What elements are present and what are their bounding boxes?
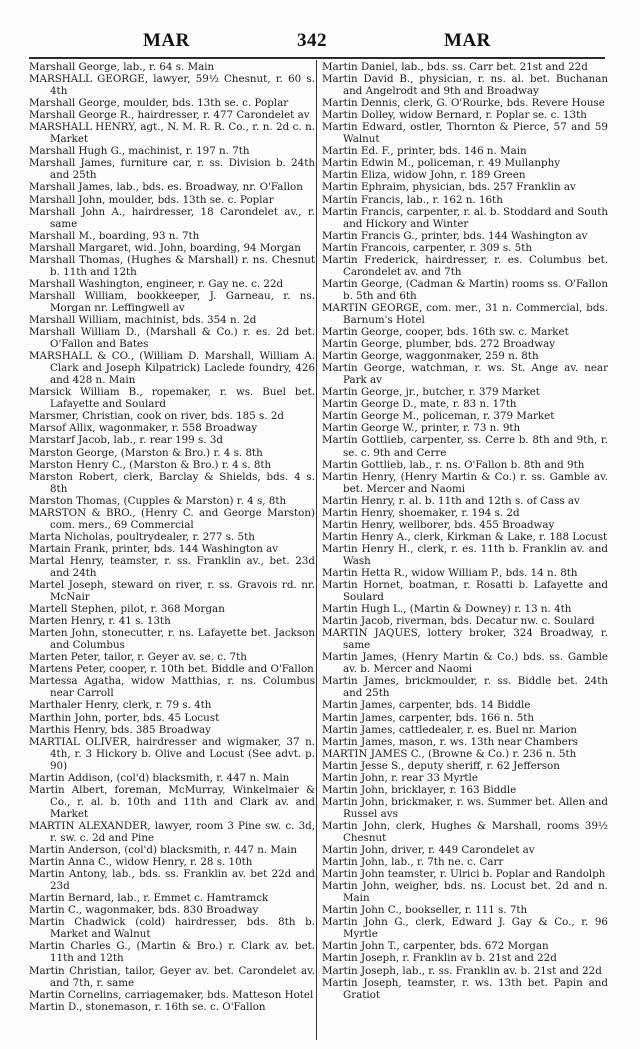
directory-entry: Martin James, (Henry Martin & Co.) bds. ss. Gamble av. b. Mercer and Naomi (322, 651, 608, 676)
directory-entry: Marshall George, moulder, bds. 13th se. c. Poplar (29, 97, 289, 110)
directory-entry: Martin John, bricklayer, r. 163 Biddle (322, 783, 517, 796)
directory-entry: Marston Robert, clerk, Barclay & Shields, bds. 4 s. 8th (29, 470, 315, 495)
directory-entry: Martin George D., mate, r. 83 n. 17th (322, 398, 517, 411)
directory-entry: Marshall Washington, engineer, r. Gay ne. c. 22d (29, 277, 284, 290)
directory-entry: Martin John, weigher, bds. ns. Locust bet. 2d and n. Main (322, 880, 608, 905)
directory-entry: Martin Joseph, teamster, r. ws. 13th bet. Papin and Gratiot (322, 976, 608, 1001)
directory-entry: Martin Eliza, widow John, r. 189 Green (322, 169, 526, 182)
directory-entry: MARTIN JAQUES, lottery broker, 324 Broadway, r. same (322, 627, 608, 652)
directory-entry: Martin Francis, lab., r. 162 n. 16th (322, 193, 503, 206)
directory-entry: Martin John, clerk, Hughes & Marshall, rooms 39½ Chesnut (322, 819, 608, 844)
directory-entry: Martin Daniel, lab., bds. ss. Carr bet. 21st and 22d (322, 61, 588, 73)
directory-entry: Martin Bernard, lab., r. Emmet c. Hamtramck (29, 892, 269, 905)
directory-entry: Martin Christian, tailor, Geyer av. bet. Carondelet av. and 7th, r. same (29, 964, 315, 989)
directory-entry: Martin George, waggonmaker, 259 n. 8th (322, 350, 539, 363)
directory-entry: Marta Nicholas, poultrydealer, r. 277 s. 5th (29, 530, 255, 543)
directory-entry: Marshall James, furniture car, r. ss. Division b. 24th and 25th (29, 157, 315, 182)
left-column (29, 61, 315, 1013)
directory-entry: Marshall John A., hairdresser, 18 Carondelet av., r. same (29, 205, 315, 230)
directory-entry: Martin Addison, (col'd) blacksmith, r. 447 n. Main (29, 771, 290, 784)
directory-entry: Marshall George, lab., r. 64 s. Main (29, 61, 215, 73)
directory-entry: Martin John T., carpenter, bds. 672 Morgan (322, 940, 549, 953)
directory-entry: Martin John G., clerk, Edward J. Gay & Co., r. 96 Myrtle (322, 916, 608, 941)
directory-entry: Martin Ephraim, physician, bds. 257 Franklin av (322, 181, 576, 194)
directory-entry: Martin Henry, (Henry Martin & Co.) r. ss. Gamble av. bet. Mercer and Naomi (322, 470, 608, 495)
header-rule (29, 57, 605, 59)
directory-entry: Martin John, r. rear 33 Myrtle (322, 771, 478, 784)
directory-entry: Martin Henry, shoemaker, r. 194 s. 2d (322, 506, 520, 519)
directory-entry: Martin Gottlieb, carpenter, ss. Cerre b. 8th and 9th, r. se. c. 9th and Cerre (322, 434, 608, 459)
directory-entry: Marston Thomas, (Cupples & Marston) r. 4 s, 8th (29, 494, 287, 507)
page-header (0, 30, 640, 54)
directory-entry: Martin Chadwick (cold) hairdresser, bds. 8th b. Market and Walnut (29, 916, 315, 941)
directory-entry: Martin Jacob, riverman, bds. Decatur nw. c. Soulard (322, 615, 595, 628)
directory-entry: Martessa Agatha, widow Matthias, r. ns. Columbus near Carroll (29, 675, 315, 700)
directory-entry: Martin Dennis, clerk, G. O'Rourke, bds. Revere House (322, 97, 605, 110)
directory-entry: Marshall Thomas, (Hughes & Marshall) r. ns. Chesnut b. 11th and 12th (29, 253, 315, 278)
directory-entry: Martin George, plumber, bds. 272 Broadway (322, 338, 556, 351)
directory-entry: Martin Anna C., widow Henry, r. 28 s. 10th (29, 856, 253, 869)
directory-entry: Marsof Allix, wagonmaker, r. 558 Broadway (29, 422, 258, 435)
directory-entry: Martin Dolley, widow Bernard, r. Poplar se. c. 13th (322, 109, 587, 122)
directory-entry: Martin James, cattledealer, r. es. Buel nr. Marion (322, 723, 577, 736)
directory-entry: Martel Joseph, steward on river, r. ss. Gravois rd. nr. McNair (29, 579, 315, 604)
directory-entry: Marten Peter, tailor, r. Geyer av. se. c. 7th (29, 651, 247, 664)
directory-entry: Marshall M., boarding, 93 n. 7th (29, 229, 200, 242)
directory-entry: Martin James, mason, r. ws. 13th near Chambers (322, 735, 578, 748)
running-head-left: MAR (143, 30, 190, 51)
directory-entry: Martin Antony, lab., bds. ss. Franklin av. bet 22d and 23d (29, 868, 315, 893)
directory-entry: Martin Frederick, hairdresser, r. es. Columbus bet. Carondelet av. and 7th (322, 253, 608, 278)
directory-entry: Martin George M., policeman, r. 379 Market (322, 410, 555, 423)
directory-entry: Martin George, (Cadman & Martin) rooms ss. O'Fallon b. 5th and 6th (322, 277, 608, 302)
directory-entry: Martin Hugh L., (Martin & Downey) r. 13 n. 4th (322, 603, 572, 616)
directory-entry: Martin Henry, wellborer, bds. 455 Broadway (322, 518, 555, 531)
directory-entry: Marshall William D., (Marshall & Co.) r. es. 2d bet. O'Fallon and Bates (29, 326, 315, 351)
directory-entry: Martin Henry, r. al. b. 11th and 12th s. of Cass av (322, 494, 580, 507)
directory-entry: Martin D., stonemason, r. 16th se. c. O'Fallon (29, 1000, 266, 1013)
directory-entry: Marshall Margaret, wid. John, boarding, 94 Morgan (29, 241, 301, 254)
directory-entry: Martin George, jr., butcher, r. 379 Market (322, 386, 540, 399)
directory-entry: Martin Joseph, lab., r. ss. Franklin av. b. 21st and 22d (322, 964, 602, 977)
directory-entry: MARSTON & BRO., (Henry C. and George Marston) com. mers., 69 Commercial (29, 506, 315, 531)
directory-entry: Marthin John, porter, bds. 45 Locust (29, 711, 220, 724)
directory-entry: Marshall George R., hairdresser, r. 477 Carondelet av (29, 109, 310, 122)
directory-entry: Martin Charles G., (Martin & Bro.) r. Clark av. bet. 11th and 12th (29, 940, 315, 965)
directory-entry: Martens Peter, cooper, r. 10th bet. Biddle and O'Fallon (29, 663, 314, 676)
directory-entry: Marshall John, moulder, bds. 13th se. c. Poplar (29, 193, 274, 206)
directory-entry: Marshall William, machinist, bds. 354 n. 2d (29, 313, 257, 326)
directory-entry: Martin Albert, foreman, McMurray, Winkelmaier & Co., r. al. b. 10th and 11th and Clark av. and Market (29, 783, 315, 820)
directory-entry: Martin Edward, ostler, Thornton & Pierce, 57 and 59 Walnut (322, 121, 608, 146)
directory-entry: Marstarf Jacob, lab., r. rear 199 s. 3d (29, 434, 223, 447)
directory-entry: Martin Edwin M., policeman, r. 49 Mullanphy (322, 157, 561, 170)
page-number: 342 (297, 30, 327, 51)
directory-entry: Martin George, watchman, r. ws. St. Ange av. near Park av (322, 362, 608, 387)
directory-entry: MARTIAL OLIVER, hairdresser and wigmaker, 37 n. 4th, r. 3 Hickory b. Olive and Locust (See advt. p. 90) (29, 735, 315, 772)
directory-entry: Martin James, carpenter, bds. 166 n. 5th (322, 711, 535, 724)
directory-entry: Martin George W., printer, r. 73 n. 9th (322, 422, 521, 435)
column-divider (316, 60, 317, 1040)
directory-entry: Marthaler Henry, clerk, r. 79 s. 4th (29, 699, 212, 712)
directory-entry: Martin Francis, carpenter, r. al. b. Stoddard and South and Hickory and Winter (322, 205, 608, 230)
directory-entry: MARSHALL HENRY, agt., N. M. R. R. Co., r. n. 2d c. n. Market (29, 121, 315, 146)
directory-entry: Marthis Henry, bds. 385 Broadway (29, 723, 211, 736)
directory-entry: Martin George, cooper, bds. 16th sw. c. Market (322, 326, 569, 339)
directory-entry: Martin David B., physician, r. ns. al. bet. Buchanan and Angelrodt and 9th and Broadway (322, 73, 608, 98)
directory-entry: Martin John, brickmaker, r. ws. Summer bet. Allen and Russel avs (322, 795, 608, 820)
directory-entry: Martin Francis G., printer, bds. 144 Washington av (322, 229, 588, 242)
directory-entry: MARTIN JAMES C., (Browne & Co.) r. 236 n. 5th (322, 747, 577, 760)
directory-entry: Marten Henry, r. 41 s. 13th (29, 615, 171, 628)
directory-entry: Marshall James, lab., bds. es. Broadway, nr. O'Fallon (29, 181, 303, 194)
directory-entry: Martin John C., bookseller, r. 111 s. 7th (322, 904, 528, 917)
right-column (322, 61, 608, 1001)
directory-entry: MARTIN GEORGE, com. mer., 31 n. Commercial, bds. Barnum's Hotel (322, 301, 608, 326)
directory-entry: Marsick William B., ropemaker, r. ws. Buel bet. Lafayette and Soulard (29, 386, 315, 411)
directory-entry: Martell Stephen, pilot, r. 368 Morgan (29, 603, 225, 616)
directory-entry: Martin Henry A., clerk, Kirkman & Lake, r. 188 Locust (322, 530, 608, 543)
directory-entry: Martin Gottlieb, lab., r. ns. O'Fallon b. 8th and 9th (322, 458, 585, 471)
directory-entry: Martin James, carpenter, bds. 14 Biddle (322, 699, 531, 712)
directory-entry: Martin Henry H., clerk, r. es. 11th b. Franklin av. and Wash (322, 542, 608, 567)
running-head-right: MAR (444, 30, 491, 51)
directory-entry: Martin Cornelins, carriagemaker, bds. Matteson Hotel (29, 988, 314, 1001)
directory-entry: Marshall Hugh G., machinist, r. 197 n. 7th (29, 145, 250, 158)
directory-entry: Martin John teamster, r. Ulrici b. Poplar and Randolph (322, 868, 606, 881)
directory-entry: MARSHALL GEORGE, lawyer, 59½ Chesnut, r. 60 s. 4th (29, 73, 315, 98)
directory-entry: Marshall William, bookkeeper, J. Garneau, r. ns. Morgan nr. Leffingwell av (29, 289, 315, 314)
directory-entry: Martin Joseph, r. Franklin av b. 21st and 22d (322, 952, 557, 965)
directory-entry: Martin Francois, carpenter, r. 309 s. 5th (322, 241, 532, 254)
directory-entry: Martin James, brickmoulder, r. ss. Biddle bet. 24th and 25th (322, 675, 608, 700)
directory-entry: MARSHALL & CO., (William D. Marshall, William A. Clark and Joseph Kilpatrick) Laclede foundry, 426 and 428 n. Main (29, 350, 315, 387)
directory-entry: Martin Hornet, boatman, r. Rosatti b. Lafayette and Soulard (322, 579, 608, 604)
directory-entry: Martin John, lab., r. 7th ne. c. Carr (322, 856, 504, 869)
directory-entry: Martin C., wagonmaker, bds. 830 Broadway (29, 904, 259, 917)
directory-entry: Martin Hetta R., widow William P., bds. 14 n. 8th (322, 566, 578, 579)
directory-entry: MARTIN ALEXANDER, lawyer, room 3 Pine sw. c. 3d, r. sw. c. 2d and Pine (29, 819, 315, 844)
directory-entry: Martain Frank, printer, bds. 144 Washington av (29, 542, 279, 555)
directory-entry: Martin Anderson, (col'd) blacksmith, r. 447 n. Main (29, 844, 298, 857)
directory-entry: Marten John, stonecutter, r. ns. Lafayette bet. Jackson and Columbus (29, 627, 315, 652)
directory-entry: Martal Henry, teamster, r. ss. Franklin av., bet. 23d and 24th (29, 554, 315, 579)
directory-entry: Marsmer, Christian, cook on river, bds. 185 s. 2d (29, 410, 284, 423)
directory-entry: Marston Henry C., (Marston & Bro.) r. 4 s. 8th (29, 458, 272, 471)
directory-entry: Martin John, driver, r. 449 Carondelet av (322, 844, 535, 857)
directory-entry: Marston George, (Marston & Bro.) r. 4 s. 8th (29, 446, 263, 459)
directory-entry: Martin Jesse S., deputy sheriff, r. 62 Jefferson (322, 759, 560, 772)
directory-entry: Martin Ed. F., printer, bds. 146 n. Main (322, 145, 527, 158)
